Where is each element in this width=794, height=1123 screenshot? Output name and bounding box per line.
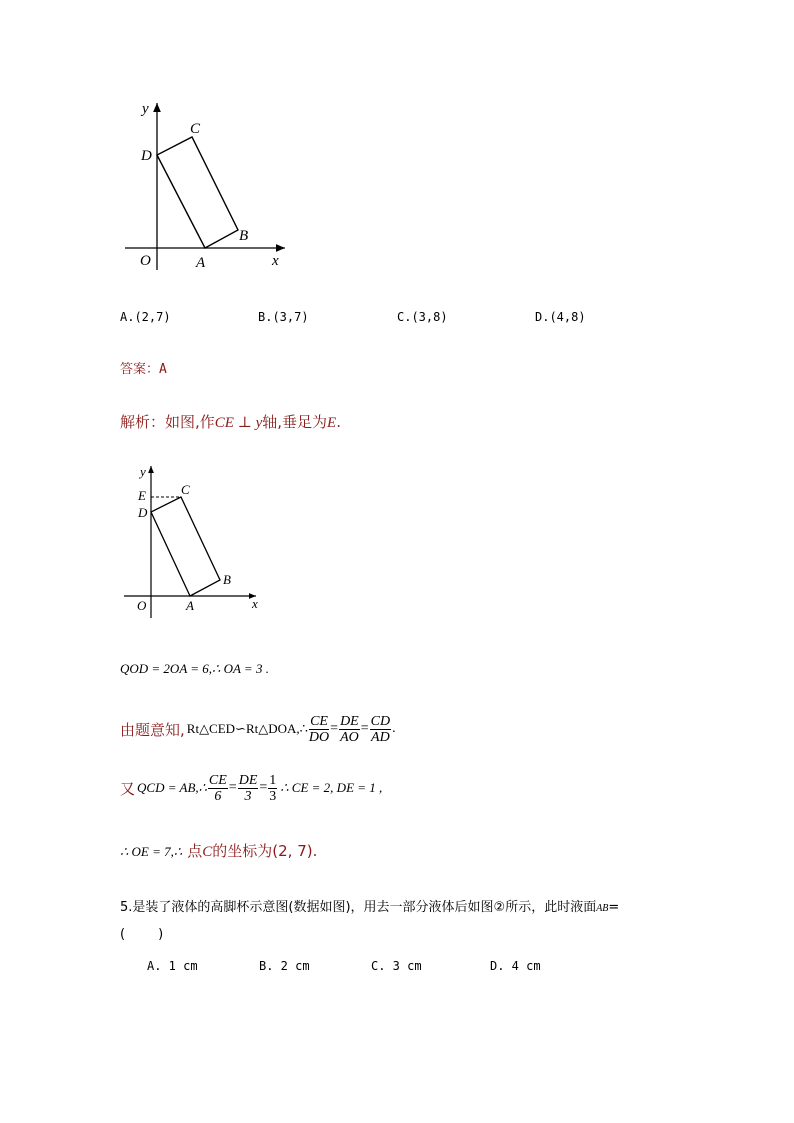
question-5-line-1 — [120, 896, 619, 915]
analysis-y: y — [255, 415, 263, 431]
line4-text: 点 — [187, 842, 203, 860]
label-c: C — [181, 482, 190, 497]
analysis-ce: CE — [214, 415, 234, 431]
equals-sign: = — [360, 721, 369, 736]
option-c[interactable]: C.(3,8) — [397, 310, 448, 324]
line4-math: ∴ OE = 7,∴ — [120, 844, 183, 859]
option-a[interactable]: A.(2,7) — [120, 310, 171, 324]
question-5-line-2: ( ) — [120, 927, 164, 942]
analysis-mid: 轴,垂足为 — [262, 413, 328, 431]
line3-prefix: 又 — [120, 779, 136, 798]
fraction-ce-do: $\frac{CE}{DO}$ — [308, 713, 330, 745]
answer-line — [120, 358, 167, 377]
fraction-1-3: $\frac{1}{3}$ — [269, 772, 277, 804]
analysis-line — [120, 411, 341, 432]
question-5-ab: AB — [596, 903, 609, 914]
label-o: O — [140, 253, 151, 269]
line3-condition: QCD = AB,∴ — [137, 780, 207, 795]
label-c: C — [190, 121, 201, 137]
line4-c: C — [202, 844, 213, 860]
analysis-e: E — [327, 415, 337, 431]
label-o: O — [137, 598, 147, 613]
figure-2-rectangle-diagram — [118, 460, 268, 620]
equals-sign: = — [259, 780, 268, 795]
label-b: B — [239, 228, 249, 244]
answer-value: A — [159, 362, 167, 377]
fraction-cd-ad: $\frac{CD}{AD}$ — [370, 713, 391, 745]
label-d: D — [138, 505, 148, 520]
line2-prefix: 由题意知, — [120, 720, 185, 739]
equals-sign: = — [228, 780, 237, 795]
question-5-eq: = — [608, 900, 620, 915]
fraction-de-ao: $\frac{DE}{AO}$ — [340, 713, 359, 745]
q5-option-c[interactable]: C. 3 cm — [371, 959, 422, 973]
label-y: y — [142, 101, 149, 117]
line2-relation: Rt△CED∽Rt△DOA,∴ — [186, 721, 308, 736]
label-y: y — [140, 464, 146, 479]
label-e: E — [138, 488, 146, 503]
rectangle-abcd — [157, 137, 238, 248]
label-x: x — [272, 253, 279, 269]
q5-option-d[interactable]: D. 4 cm — [490, 959, 541, 973]
question-5-text: 5.是装了液体的高脚杯示意图(数据如图)，用去一部分液体后如图②所示，此时液面 — [120, 900, 597, 915]
option-b[interactable]: B.(3,7) — [258, 310, 309, 324]
answer-prefix: 答案： — [120, 362, 160, 377]
equals-sign: = — [330, 721, 339, 736]
label-d: D — [141, 148, 152, 164]
line4-rest: 的坐标为(2, 7). — [212, 842, 318, 860]
analysis-prefix: 解析：如图,作 — [120, 413, 215, 431]
line2-end: . — [392, 721, 396, 736]
fraction-de-3: $\frac{DE}{3}$ — [238, 772, 258, 804]
analysis-end: . — [336, 413, 341, 431]
label-a: A — [186, 598, 194, 613]
fraction-ce-6: $\frac{CE}{6}$ — [208, 772, 227, 804]
line3-result: ∴ CE = 2, DE = 1 , — [280, 780, 383, 795]
label-b: B — [223, 572, 231, 587]
solution-line-4 — [120, 840, 317, 861]
option-d[interactable]: D.(4,8) — [535, 310, 586, 324]
rectangle-abcd — [151, 497, 220, 596]
q5-option-a[interactable]: A. 1 cm — [147, 959, 198, 973]
label-a: A — [196, 255, 206, 271]
solution-line-2 — [120, 711, 396, 747]
figure-1-rectangle-diagram — [120, 95, 300, 275]
solution-line-3 — [120, 770, 382, 806]
solution-line-1: QOD = 2OA = 6,∴ OA = 3 . — [120, 661, 269, 676]
analysis-perp: ⊥ — [233, 415, 256, 431]
label-x: x — [252, 596, 258, 611]
q5-option-b[interactable]: B. 2 cm — [259, 959, 310, 973]
